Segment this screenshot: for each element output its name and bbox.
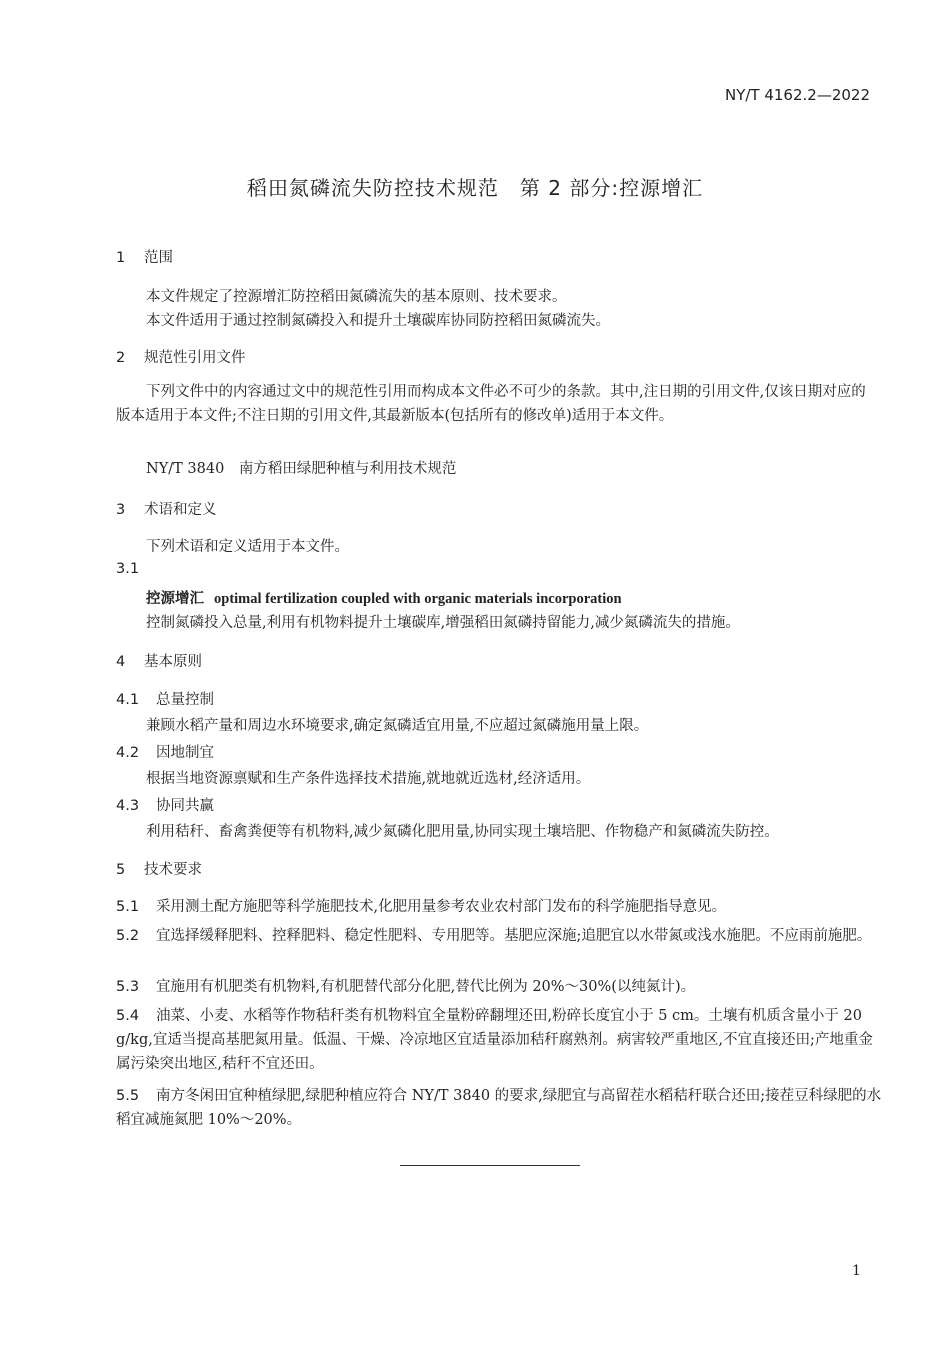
section-4-number: 4: [116, 654, 126, 670]
clause-4-3-heading: [116, 794, 214, 815]
clause-5-1: [116, 895, 886, 919]
section-1-paragraph-2: 本文件适用于通过控制氮磷投入和提升土壤碳库协同防控稻田氮磷流失。: [146, 313, 610, 329]
section-2-number: 2: [116, 350, 126, 366]
clause-4-3-text: 利用秸秆、畜禽粪便等有机物料,减少氮磷化肥用量,协同实现土壤培肥、作物稳产和氮磷流失防控。: [146, 824, 779, 840]
end-rule: [400, 1165, 580, 1166]
standard-number: NY/T 4162.2—2022: [724, 86, 870, 104]
clause-number: 5.3: [116, 979, 140, 995]
clause-number: 5.2: [116, 928, 140, 944]
clause-4-2-heading: [116, 741, 214, 762]
clause-text: 宜施用有机肥类有机物料,有机肥替代部分化肥,替代比例为 20%～30%(以纯氮计)。: [156, 979, 696, 995]
section-2-heading: [116, 346, 246, 367]
section-5-title: 技术要求: [144, 862, 202, 878]
section-2-title: 规范性引用文件: [144, 350, 246, 366]
section-3-number: 3: [116, 502, 126, 518]
normative-reference: NY/T 3840 南方稻田绿肥种植与利用技术规范: [146, 461, 457, 477]
document-title: 稻田氮磷流失防控技术规范 第 2 部分:控源增汇: [246, 176, 704, 200]
clause-text: 南方冬闲田宜种植绿肥,绿肥种植应符合 NY/T 3840 的要求,绿肥宜与高留茬水稻秸秆联合还田;接茬豆科绿肥的水稻宜减施氮肥 10%～20%。: [116, 1088, 882, 1128]
clause-number: 4.3: [116, 798, 140, 814]
clause-number: 5.4: [116, 1008, 140, 1024]
clause-text: 油菜、小麦、水稻等作物秸秆类有机物料宜全量粉碎翻埋还田,粉碎长度宜小于 5 cm。土壤有机质含量小于 20 g/kg,宜适当提高基肥氮用量。低温、干燥、冷凉地区宜适量添加秸秆腐熟剂。病害较严重地区,不宜直接还田;产地重金属污染突出地区,秸秆不宜还田。: [116, 1008, 873, 1072]
clause-number: 4.1: [116, 692, 140, 708]
clause-title: 因地制宜: [156, 745, 214, 761]
clause-number: 5.5: [116, 1088, 140, 1104]
page-number: 1: [852, 1263, 861, 1279]
clause-4-2-text: 根据当地资源禀赋和生产条件选择技术措施,就地就近选材,经济适用。: [146, 771, 591, 787]
section-1-heading: [116, 246, 173, 267]
section-4-heading: [116, 650, 202, 671]
term-english: optimal fertilization coupled with organic materials incorporation: [214, 591, 622, 607]
clause-4-1-heading: [116, 688, 214, 709]
section-3-heading: [116, 498, 217, 519]
section-1-title: 范围: [144, 250, 173, 266]
clause-number: 5.1: [116, 899, 140, 915]
clause-5-5: [116, 1084, 886, 1132]
clause-title: 协同共赢: [156, 798, 214, 814]
clause-title: 总量控制: [156, 692, 214, 708]
clause-text: 采用测土配方施肥等科学施肥技术,化肥用量参考农业农村部门发布的科学施肥指导意见。: [156, 899, 727, 915]
term-3-1-definition: 控制氮磷投入总量,利用有机物料提升土壤碳库,增强稻田氮磷持留能力,减少氮磷流失的措施。: [146, 615, 740, 631]
clause-5-3: [116, 975, 886, 999]
term-3-1-entry: [146, 587, 622, 608]
section-4-title: 基本原则: [144, 654, 202, 670]
term-chinese: 控源增汇: [146, 591, 204, 607]
section-2-paragraph: 下列文件中的内容通过文中的规范性引用而构成本文件必不可少的条款。其中,注日期的引用文件,仅该日期对应的版本适用于本文件;不注日期的引用文件,其最新版本(包括所有的修改单)适用于本文件。: [116, 384, 866, 424]
section-3-paragraph: 下列术语和定义适用于本文件。: [146, 539, 349, 555]
clause-4-1-text: 兼顾水稻产量和周边水环境要求,确定氮磷适宜用量,不应超过氮磷施用量上限。: [146, 718, 649, 734]
clause-5-2: [116, 924, 886, 948]
section-3-title: 术语和定义: [144, 502, 217, 518]
clause-number: 4.2: [116, 745, 140, 761]
section-5-heading: [116, 858, 202, 879]
section-5-number: 5: [116, 862, 126, 878]
clause-5-4: [116, 1004, 886, 1076]
section-1-number: 1: [116, 250, 126, 266]
term-3-1-number: 3.1: [116, 561, 140, 577]
section-1-paragraph-1: 本文件规定了控源增汇防控稻田氮磷流失的基本原则、技术要求。: [146, 289, 567, 305]
clause-text: 宜选择缓释肥料、控释肥料、稳定性肥料、专用肥等。基肥应深施;追肥宜以水带氮或浅水施肥。不应雨前施肥。: [156, 928, 872, 944]
